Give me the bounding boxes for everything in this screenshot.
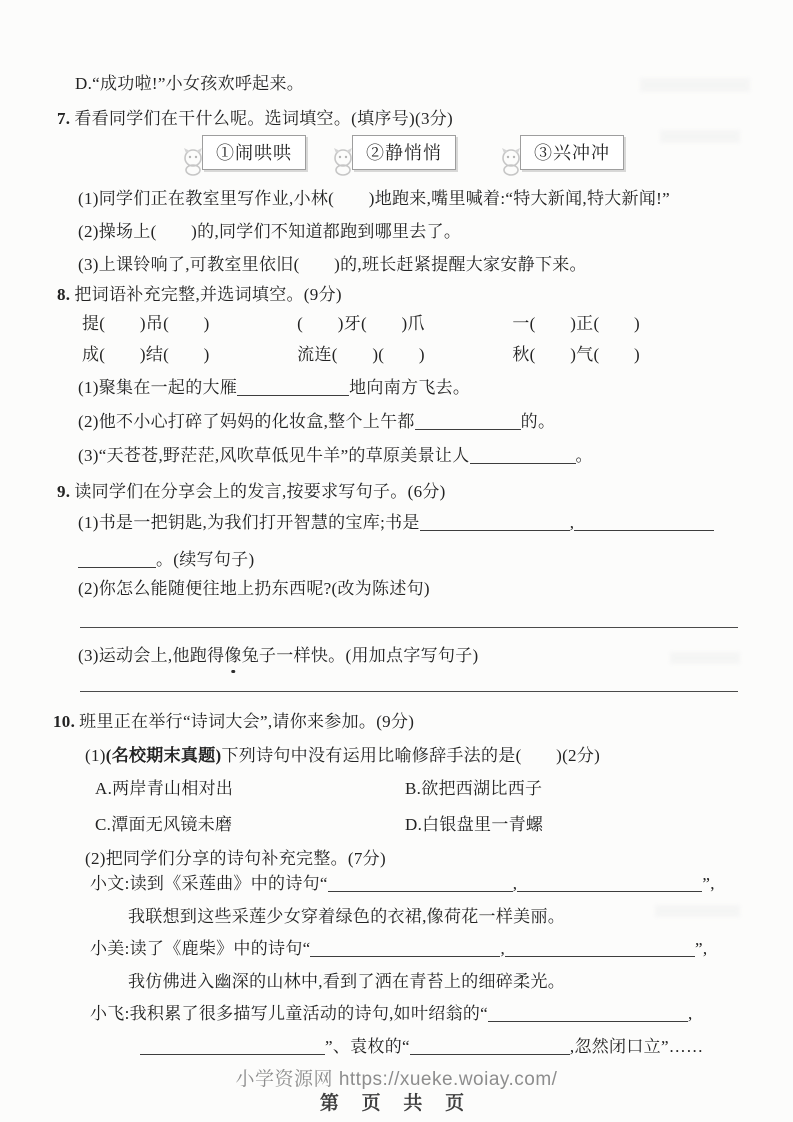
question-8-item-3: [78, 445, 593, 467]
emphasized-character: 像: [224, 646, 242, 665]
answer-blank: [488, 1006, 688, 1022]
question-7-item-3-text: (3)上课铃响了,可教室里依旧( )的,班长赶紧提醒大家安静下来。: [78, 255, 587, 274]
dialogue-text: ,忽然闭口立”……: [569, 1037, 704, 1056]
question-10-title: [53, 711, 414, 733]
item-text: 。(续写句子): [156, 550, 255, 569]
word-option-group-3: [498, 135, 624, 170]
mascot-icon: [180, 146, 206, 176]
question-7-item-3: [78, 254, 587, 276]
item-text: (2)他不小心打碎了妈妈的化妆盒,整个上午都: [78, 412, 415, 431]
question-9-title: [57, 481, 446, 503]
answer-line: [80, 691, 738, 692]
word-completion-group: 秋( )气( ): [512, 345, 640, 364]
scan-bleed-artifact: [660, 130, 740, 143]
question-9-item-1-continuation: [78, 549, 254, 571]
dialogue-text: 小美:读了《鹿柴》中的诗句“: [90, 939, 311, 958]
choice-option-c-text: C.潭面无风镜未磨: [95, 815, 233, 834]
answer-line: [80, 627, 738, 628]
dialogue-xiaofei-continuation: [140, 1036, 703, 1058]
word-option-box-1: [202, 135, 306, 170]
answer-blank: [78, 552, 156, 568]
answer-blank: [470, 448, 576, 464]
dialogue-text: 我联想到这些采莲少女穿着绿色的衣裙,像荷花一样美丽。: [128, 907, 566, 926]
dialogue-text: ”、袁枚的“: [325, 1037, 410, 1056]
answer-blank: [574, 515, 714, 531]
question-10-item-1: [85, 745, 600, 767]
question-8-title-text: 把词语补充完整,并选词填空。(9分): [74, 285, 342, 304]
scan-bleed-artifact: [655, 905, 740, 917]
item-text: (1)书是一把钥匙,为我们打开智慧的宝库;书是: [78, 513, 420, 532]
question-9-item-1: [78, 512, 714, 534]
item-label: (1): [85, 746, 106, 765]
page-number-footer: [0, 1088, 793, 1115]
question-8-word-row-1: [82, 313, 640, 335]
question-7-item-1: [78, 188, 670, 210]
question-8-number: 8.: [57, 285, 71, 304]
item-text: (1)聚集在一起的大雁: [78, 378, 238, 397]
word-option-2: ②静悄悄: [366, 143, 442, 163]
page-number-text: 第 页 共 页: [319, 1093, 474, 1114]
answer-blank: [517, 876, 702, 892]
question-10-title-text: 班里正在举行“诗词大会”,请你来参加。(9分): [79, 712, 415, 731]
prev-question-option-d: [75, 73, 304, 95]
question-9-title-text: 读同学们在分享会上的发言,按要求写句子。(6分): [74, 482, 446, 501]
question-7-item-1-text: (1)同学们正在教室里写作业,小林( )地跑来,嘴里喊着:“特大新闻,特大新闻!”: [78, 189, 670, 208]
dialogue-text: ”,: [702, 874, 715, 893]
answer-blank: [237, 380, 349, 396]
item-text: 。: [575, 446, 593, 465]
dialogue-text: ”,: [695, 939, 708, 958]
dialogue-xiaofei: [90, 1003, 693, 1025]
word-completion-group: ( )牙( )爪: [297, 314, 425, 333]
item-text: (2)你怎么能随便往地上扔东西呢?(改为陈述句): [78, 579, 430, 598]
item-text: 兔子一样快。(用加点字写句子): [241, 646, 479, 665]
answer-blank: [505, 941, 695, 957]
answer-blank: [415, 414, 521, 430]
mascot-icon: [498, 146, 524, 176]
word-option-box-2: [352, 135, 456, 170]
dialogue-text: ,: [500, 939, 506, 958]
word-option-3: ③兴冲冲: [534, 143, 610, 163]
item-text: 下列诗句中没有运用比喻修辞手法的是( )(2分): [221, 746, 601, 765]
choice-option-d-text: D.白银盘里一青螺: [405, 815, 544, 834]
dialogue-xiaomei: [90, 938, 707, 960]
word-option-group-1: [180, 135, 306, 170]
word-option-1: ①闹哄哄: [216, 143, 292, 163]
item-text: (2)把同学们分享的诗句补充完整。(7分): [85, 849, 386, 868]
word-option-group-2: [330, 135, 456, 170]
question-7-title: [57, 108, 453, 130]
scan-bleed-artifact: [670, 652, 740, 664]
question-10-item-2: [85, 848, 386, 870]
question-7-item-2: [78, 221, 461, 243]
question-7-number: 7.: [57, 109, 71, 128]
mascot-icon: [330, 146, 356, 176]
question-7-title-text: 看看同学们在干什么呢。选词填空。(填序号)(3分): [74, 109, 454, 128]
choice-option-b-text: B.欲把西湖比西子: [405, 779, 543, 798]
question-9-item-2: [78, 578, 430, 600]
choice-option-c: [95, 814, 232, 836]
site-watermark: [0, 1064, 793, 1091]
item-text: (3)运动会上,他跑得: [78, 646, 225, 665]
word-completion-group: 提( )吊( ): [82, 314, 210, 333]
question-9-item-3: [78, 645, 479, 667]
item-text: (3)“天苍苍,野茫茫,风吹草低见牛羊”的草原美景让人: [78, 446, 470, 465]
question-7-item-2-text: (2)操场上( )的,同学们不知道都跑到哪里去了。: [78, 222, 462, 241]
dialogue-text: ,: [512, 874, 518, 893]
dialogue-text: 我仿佛进入幽深的山林中,看到了洒在青苔上的细碎柔光。: [128, 972, 566, 991]
word-completion-group: 一( )正( ): [512, 314, 640, 333]
dialogue-xiaomei-continuation: [128, 971, 565, 993]
option-d-text: D.“成功啦!”小女孩欢呼起来。: [75, 74, 305, 93]
item-text: ,: [569, 513, 575, 532]
word-completion-group: 成( )结( ): [82, 345, 210, 364]
word-completion-group: 流连( )( ): [297, 345, 425, 364]
answer-blank: [310, 941, 500, 957]
choice-option-a: [95, 778, 233, 800]
choice-option-a-text: A.两岸青山相对出: [95, 779, 234, 798]
question-8-title: [57, 284, 342, 306]
scan-bleed-artifact: [640, 78, 750, 92]
item-text: 的。: [520, 412, 556, 431]
dialogue-xiaowen-continuation: [128, 906, 565, 928]
dialogue-xiaowen: [90, 873, 715, 895]
dialogue-text: ,: [688, 1004, 693, 1023]
answer-blank: [410, 1039, 570, 1055]
question-8-word-row-2: [82, 344, 640, 366]
choice-option-b: [405, 778, 542, 800]
question-8-item-1: [78, 377, 470, 399]
word-option-box-3: [520, 135, 624, 170]
answer-blank: [328, 876, 513, 892]
answer-blank: [420, 515, 570, 531]
question-10-number: 10.: [53, 712, 76, 731]
question-9-number: 9.: [57, 482, 71, 501]
exam-source-tag: (名校期末真题): [105, 746, 222, 765]
choice-option-d: [405, 814, 543, 836]
question-8-item-2: [78, 411, 555, 433]
site-watermark-text: 小学资源网 https://xueke.woiay.com/: [235, 1069, 558, 1090]
dialogue-text: 小文:读到《采莲曲》中的诗句“: [90, 874, 328, 893]
answer-blank: [140, 1039, 325, 1055]
dialogue-text: 小飞:我积累了很多描写儿童活动的诗句,如叶绍翁的“: [90, 1004, 489, 1023]
item-text: 地向南方飞去。: [349, 378, 471, 397]
